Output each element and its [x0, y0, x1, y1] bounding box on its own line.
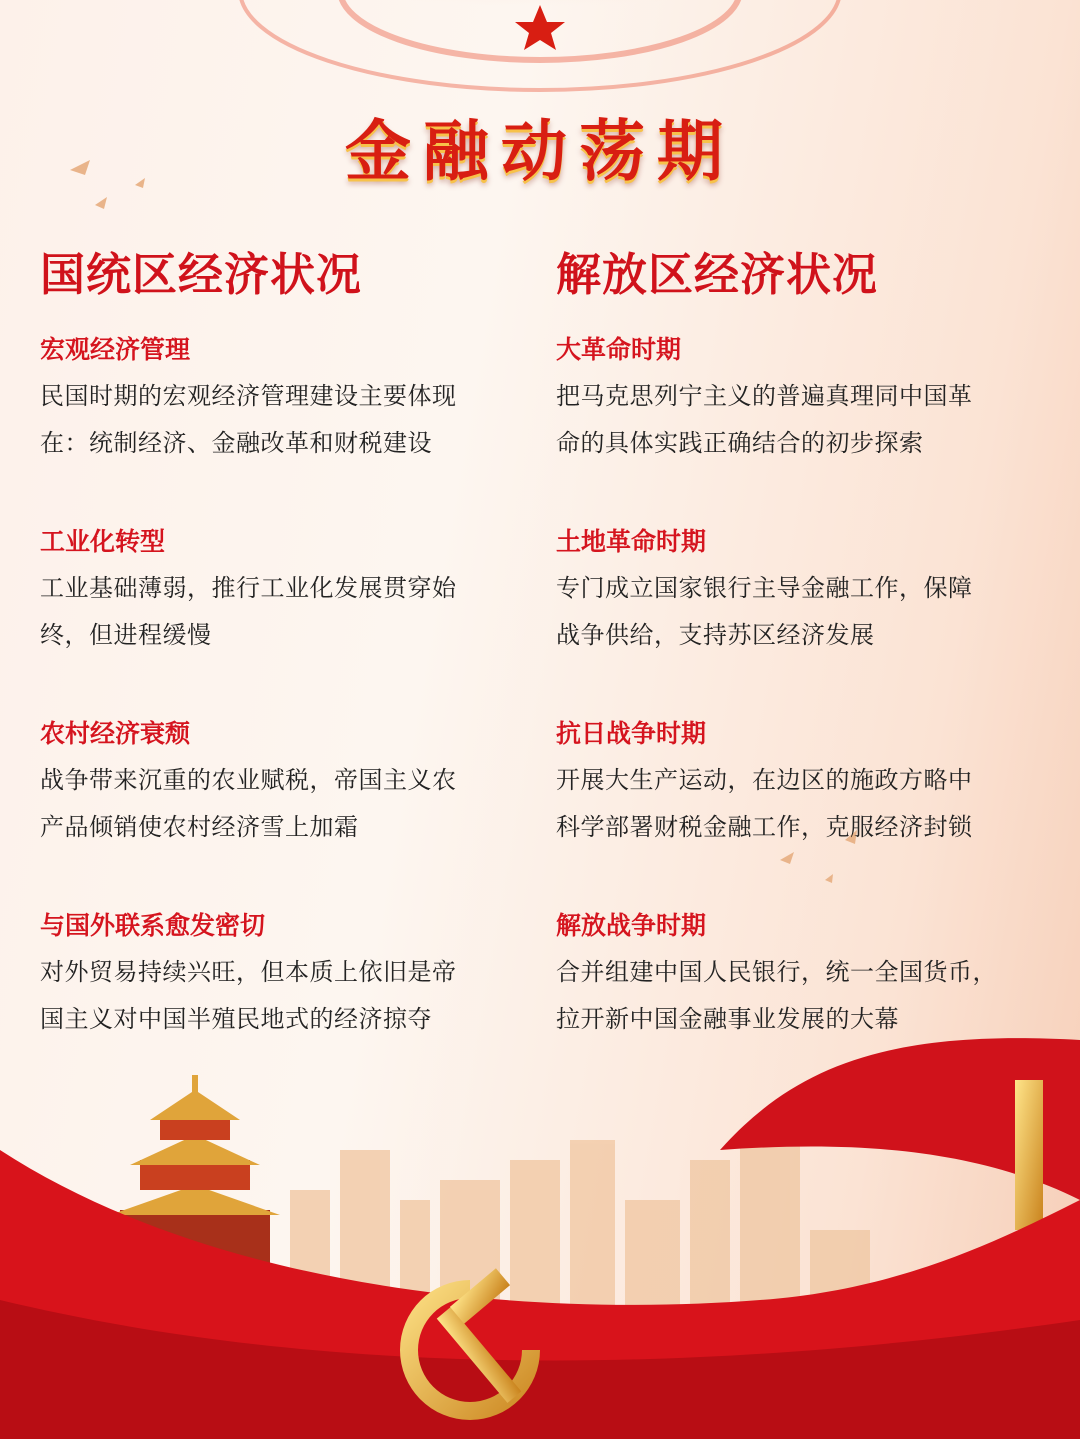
section-title: 土地革命时期	[556, 527, 707, 556]
left-column-heading: 国统区经济状况	[40, 248, 363, 301]
section-text: 命的具体实践正确结合的初步探索	[556, 429, 924, 457]
section-title: 工业化转型	[40, 527, 166, 556]
section-text: 合并组建中国人民银行，统一全国货币，	[556, 958, 997, 986]
right-section	[556, 519, 1056, 711]
section-text: 战争供给，支持苏区经济发展	[556, 621, 875, 649]
section-text: 拉开新中国金融事业发展的大幕	[556, 1005, 899, 1033]
left-section	[40, 519, 540, 711]
city-skyline	[290, 1130, 870, 1310]
left-section	[40, 327, 540, 519]
huabiao-column	[1015, 1080, 1043, 1230]
left-section	[40, 711, 540, 903]
section-text: 科学部署财税金融工作，克服经济封锁	[556, 813, 973, 841]
section-title: 解放战争时期	[556, 911, 707, 940]
right-column	[556, 245, 1056, 1095]
section-title: 与国外联系愈发密切	[40, 911, 266, 940]
right-section	[556, 327, 1056, 519]
section-text: 专门成立国家银行主导金融工作，保障	[556, 574, 973, 602]
section-text: 民国时期的宏观经济管理建设主要体现	[40, 382, 457, 410]
section-title: 抗日战争时期	[556, 719, 707, 748]
right-section	[556, 711, 1056, 903]
section-text: 工业基础薄弱，推行工业化发展贯穿始	[40, 574, 457, 602]
section-text: 对外贸易持续兴旺，但本质上依旧是帝	[40, 958, 457, 986]
section-text: 产品倾销使农村经济雪上加霜	[40, 813, 359, 841]
section-title: 大革命时期	[556, 335, 682, 364]
section-text: 战争带来沉重的农业赋税，帝国主义农	[40, 766, 457, 794]
section-text: 国主义对中国半殖民地式的经济掠夺	[40, 1005, 432, 1033]
section-text: 把马克思列宁主义的普遍真理同中国革	[556, 382, 973, 410]
section-title: 农村经济衰颓	[40, 719, 191, 748]
right-column-heading: 解放区经济状况	[556, 248, 879, 301]
left-section	[40, 903, 540, 1095]
right-section	[556, 903, 1056, 1095]
page-title: 金融动荡期	[345, 113, 735, 190]
left-column	[40, 245, 540, 1095]
section-text: 开展大生产运动，在边区的施政方略中	[556, 766, 973, 794]
section-title: 宏观经济管理	[40, 335, 191, 364]
section-text: 在：统制经济、金融改革和财税建设	[40, 429, 432, 457]
section-text: 终，但进程缓慢	[40, 621, 212, 649]
